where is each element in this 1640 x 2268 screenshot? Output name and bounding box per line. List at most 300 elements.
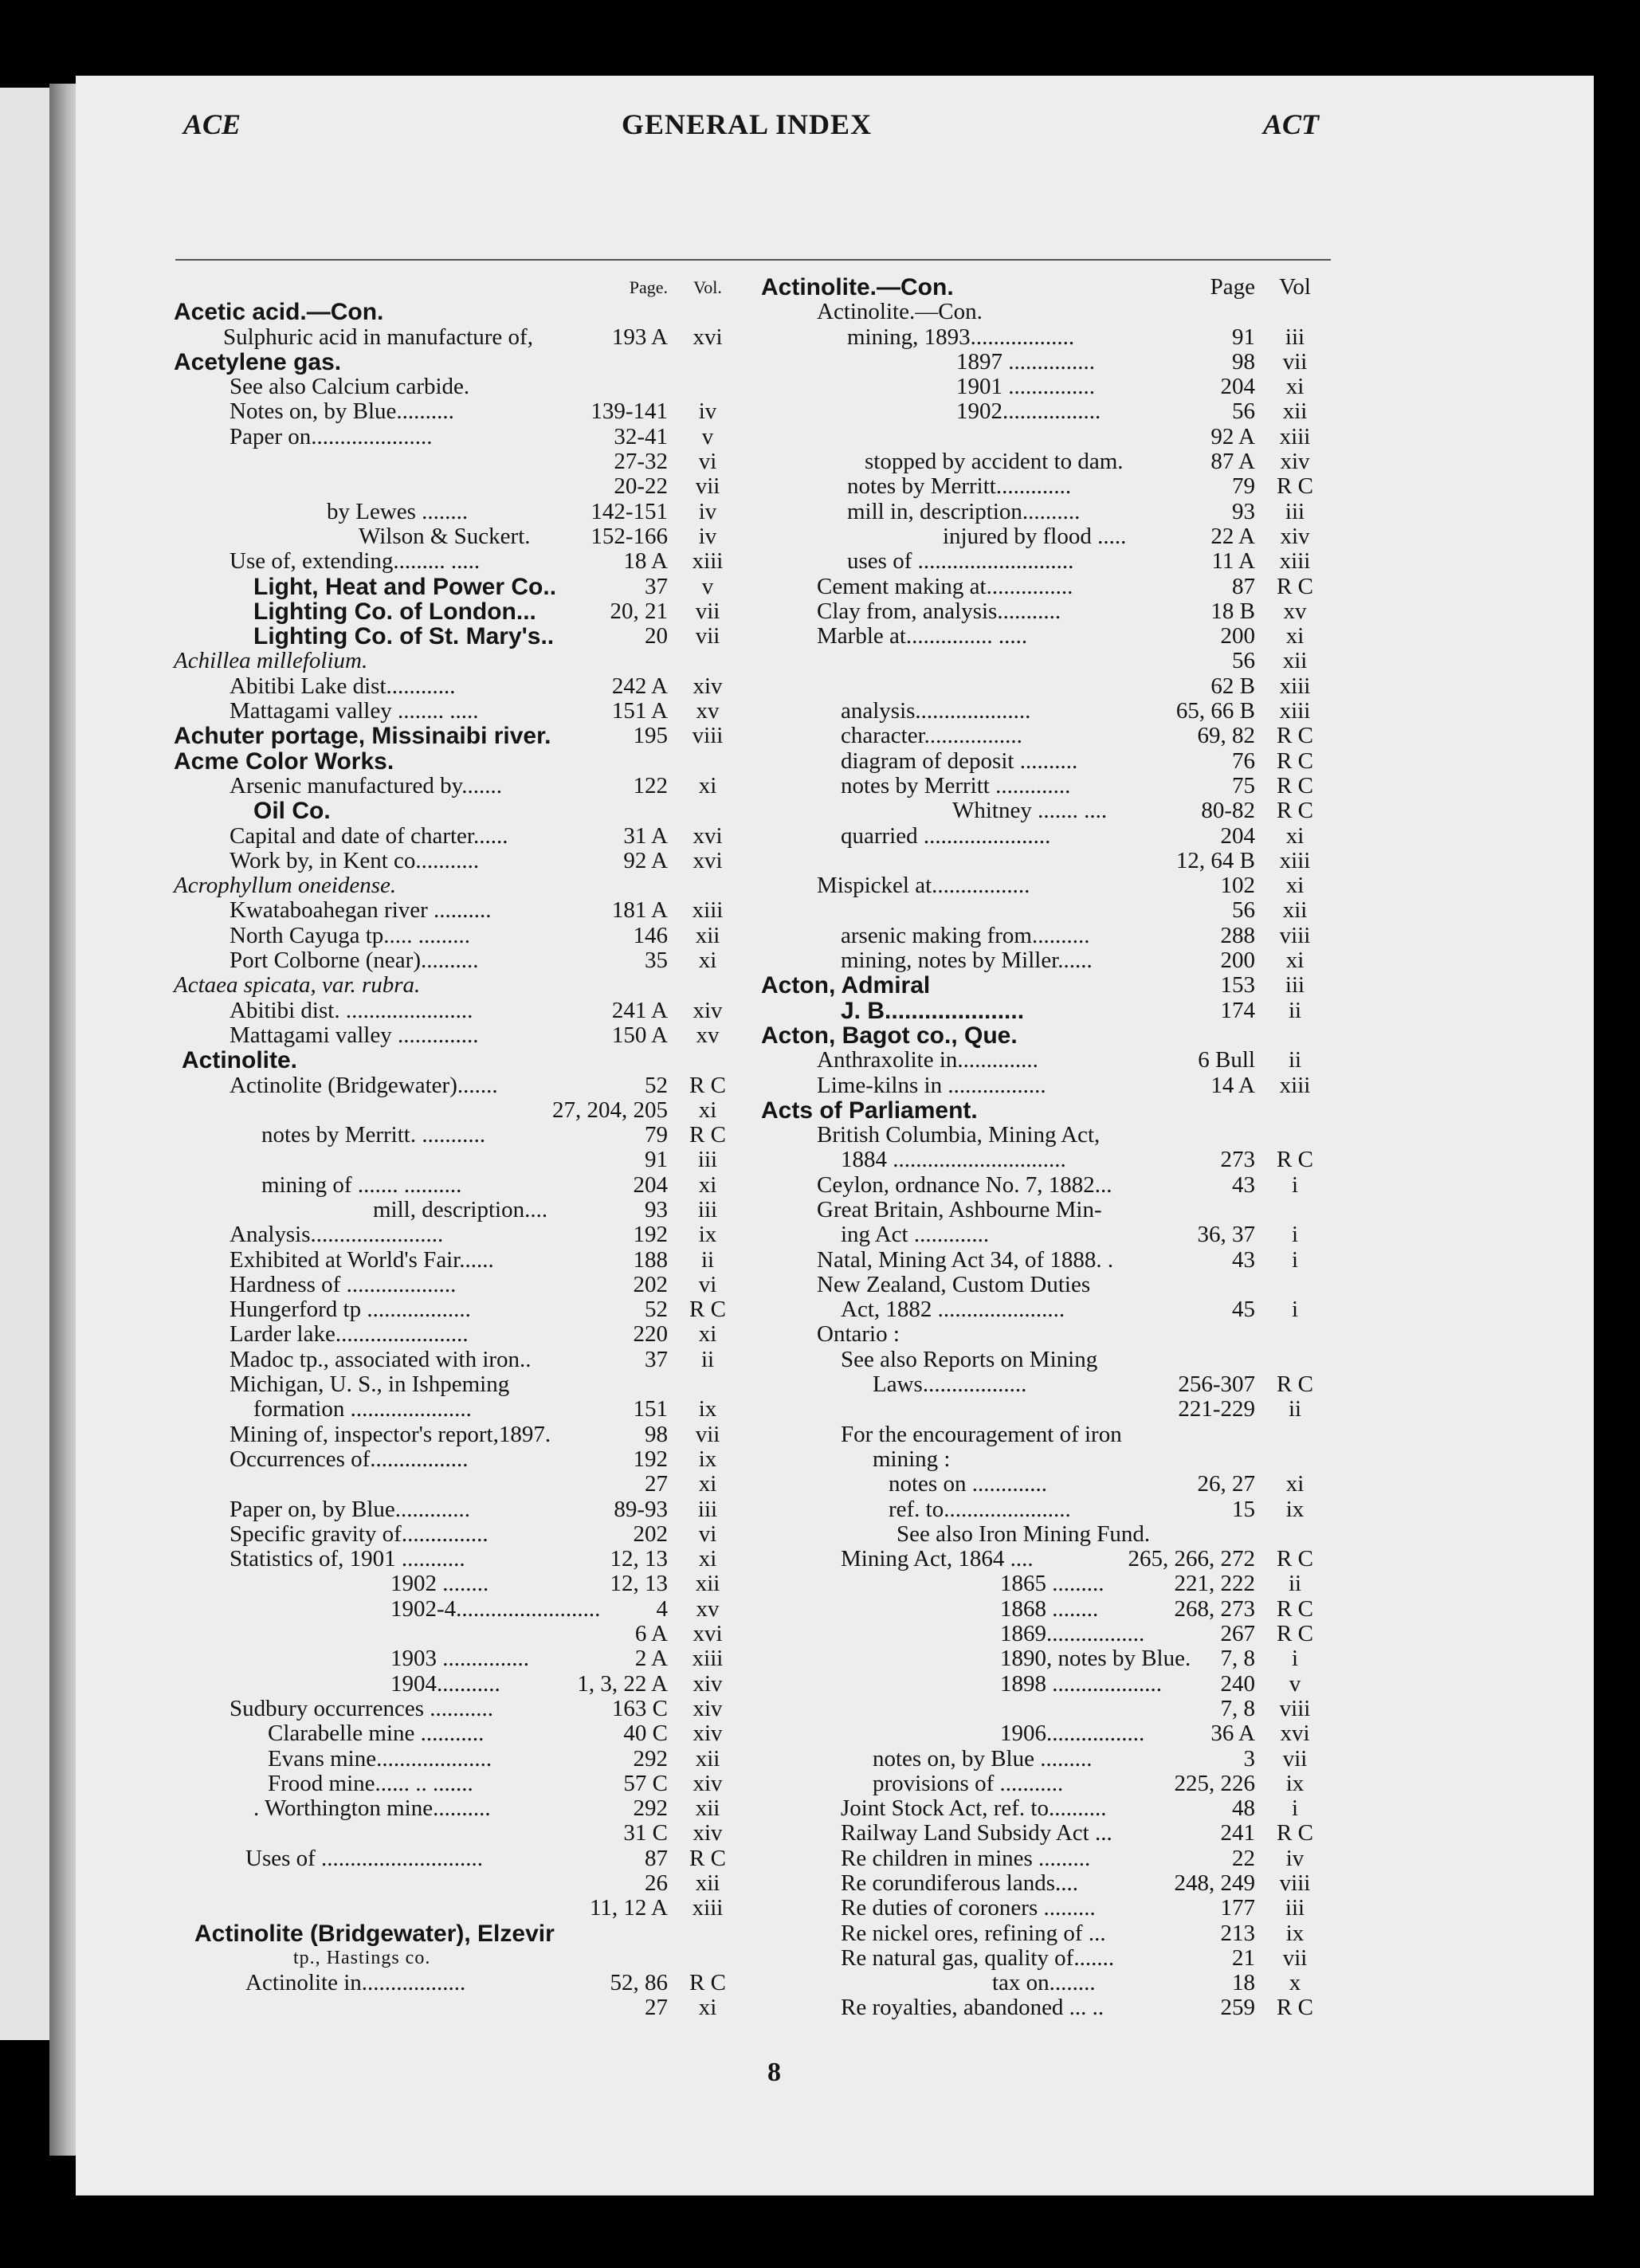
index-entry bbox=[174, 1871, 747, 1896]
entry-page: 18 A bbox=[623, 548, 668, 575]
entry-text: Occurrences of................. bbox=[230, 1446, 469, 1472]
entry-text: 1902................. bbox=[956, 398, 1101, 425]
entry-text: British Columbia, Mining Act, bbox=[817, 1122, 1101, 1148]
entry-text: Notes on, by Blue.......... bbox=[230, 398, 454, 425]
entry-volume: xiii bbox=[1279, 673, 1311, 699]
entry-page: 204 bbox=[1220, 822, 1255, 849]
entry-volume: ix bbox=[698, 1446, 717, 1472]
entry-text: Lighting Co. of London... bbox=[253, 598, 536, 625]
index-entry bbox=[174, 524, 747, 549]
index-entry bbox=[761, 1447, 1335, 1472]
entry-text: mining, notes by Miller...... bbox=[841, 948, 1093, 974]
index-entry bbox=[174, 973, 747, 998]
entry-text: Wilson & Suckert. bbox=[359, 523, 531, 549]
entry-text: notes by Merritt............. bbox=[847, 473, 1072, 500]
entry-text: See also Reports on Mining bbox=[841, 1346, 1098, 1372]
index-entry bbox=[761, 1622, 1335, 1646]
index-entry bbox=[761, 1796, 1335, 1821]
entry-page: 192 bbox=[633, 1222, 668, 1248]
index-entry bbox=[761, 873, 1335, 898]
entry-page: 225, 226 bbox=[1174, 1770, 1255, 1796]
index-entry bbox=[174, 1123, 747, 1148]
entry-page: 45 bbox=[1232, 1297, 1255, 1323]
index-entry bbox=[174, 1547, 747, 1572]
entry-volume: xi bbox=[1285, 822, 1305, 849]
entry-text: notes on ............. bbox=[889, 1471, 1047, 1497]
entry-volume: xi bbox=[698, 948, 717, 974]
index-column-left bbox=[174, 275, 747, 2021]
entry-page: 18 bbox=[1232, 1970, 1255, 1996]
entry-page: 56 bbox=[1232, 398, 1255, 425]
entry-page: 151 A bbox=[611, 698, 668, 724]
entry-text: 1869................. bbox=[1000, 1621, 1145, 1647]
entry-volume: ix bbox=[1285, 1496, 1305, 1522]
index-entry bbox=[174, 999, 747, 1023]
index-entry bbox=[174, 1023, 747, 1048]
entry-volume: xvi bbox=[692, 324, 723, 350]
entry-volume: xiv bbox=[692, 1670, 723, 1697]
entry-page: 193 A bbox=[611, 324, 668, 350]
entry-page: 146 bbox=[633, 922, 668, 948]
index-entry bbox=[761, 575, 1335, 599]
index-entry bbox=[761, 774, 1335, 799]
index-entry bbox=[174, 1222, 747, 1247]
entry-page: 265, 266, 272 bbox=[1128, 1546, 1255, 1572]
index-entry bbox=[761, 799, 1335, 823]
index-entry bbox=[761, 1522, 1335, 1547]
index-entry bbox=[761, 1023, 1335, 1048]
index-entry bbox=[174, 375, 747, 399]
entry-volume: R C bbox=[1277, 747, 1313, 774]
entry-volume: xiv bbox=[692, 1770, 723, 1796]
entry-page: 35 bbox=[645, 948, 668, 974]
entry-page: 22 bbox=[1232, 1845, 1255, 1871]
facing-page-edge bbox=[0, 88, 49, 2040]
entry-volume: xi bbox=[1285, 1471, 1305, 1497]
entry-text: Re nickel ores, refining of ... bbox=[841, 1920, 1106, 1946]
entry-text: Ontario : bbox=[817, 1321, 900, 1348]
entry-volume: viii bbox=[1279, 1870, 1311, 1896]
entry-text: Joint Stock Act, ref. to.......... bbox=[841, 1795, 1107, 1822]
entry-volume: xii bbox=[695, 922, 720, 948]
entry-volume: xvi bbox=[1280, 1721, 1310, 1747]
entry-text: Actinolite (Bridgewater), Elzevir bbox=[194, 1920, 555, 1947]
entry-page: 79 bbox=[645, 1122, 668, 1148]
entry-volume: R C bbox=[1277, 1621, 1313, 1647]
index-entry bbox=[761, 973, 1335, 998]
entry-page: 32-41 bbox=[614, 423, 668, 449]
entry-volume: xiii bbox=[692, 1895, 724, 1921]
index-entry bbox=[761, 1348, 1335, 1372]
entry-volume: xv bbox=[1283, 598, 1307, 624]
entry-volume: v bbox=[701, 423, 714, 449]
entry-text: Whitney ....... .... bbox=[952, 798, 1108, 824]
entry-text: Ceylon, ordnance No. 7, 1882... bbox=[817, 1171, 1112, 1198]
entry-volume: xvi bbox=[692, 822, 723, 849]
entry-volume: i bbox=[1291, 1646, 1299, 1672]
index-entry bbox=[761, 1248, 1335, 1273]
entry-text: tp., Hastings co. bbox=[293, 1947, 431, 1968]
index-entry bbox=[761, 1322, 1335, 1347]
entry-text: Analysis....................... bbox=[230, 1222, 444, 1248]
index-entry bbox=[174, 1472, 747, 1497]
entry-page: 92 A bbox=[1210, 423, 1255, 449]
index-entry bbox=[761, 500, 1335, 524]
entry-volume: xiii bbox=[1279, 847, 1311, 873]
entry-volume: ii bbox=[700, 1346, 715, 1372]
index-entry bbox=[174, 1946, 747, 1971]
entry-text: Larder lake....................... bbox=[230, 1321, 469, 1348]
index-entry bbox=[761, 275, 1335, 300]
entry-volume: xvi bbox=[692, 1621, 723, 1647]
entry-text: notes by Merritt ............. bbox=[841, 772, 1071, 799]
entry-page: 153 bbox=[1220, 972, 1255, 999]
entry-text: Sulphuric acid in manufacture of, bbox=[223, 324, 533, 350]
entry-volume: xii bbox=[695, 1571, 720, 1597]
entry-volume: ii bbox=[1288, 1047, 1302, 1073]
index-entry bbox=[174, 1148, 747, 1172]
entry-page: 204 bbox=[633, 1171, 668, 1198]
entry-text: Actaea spicata, var. rubra. bbox=[174, 972, 421, 999]
entry-volume: xi bbox=[698, 1321, 717, 1348]
entry-volume: xii bbox=[695, 1795, 720, 1822]
entry-text: Statistics of, 1901 ........... bbox=[230, 1546, 465, 1572]
index-entry bbox=[761, 924, 1335, 948]
entry-volume: xiv bbox=[692, 673, 723, 699]
entry-text: 1865 ......... bbox=[1000, 1571, 1104, 1597]
entry-page: 87 bbox=[1232, 573, 1255, 599]
index-entry bbox=[761, 549, 1335, 574]
index-entry bbox=[174, 275, 747, 300]
entry-page: 292 bbox=[633, 1745, 668, 1772]
entry-text: Abitibi Lake dist............ bbox=[230, 673, 456, 699]
index-entry bbox=[761, 1721, 1335, 1746]
entry-volume: xiv bbox=[692, 1820, 723, 1846]
entry-page: 80-82 bbox=[1201, 798, 1255, 824]
index-entry bbox=[761, 1821, 1335, 1846]
entry-page: 92 A bbox=[623, 847, 668, 873]
entry-text: 1902 ........ bbox=[390, 1571, 489, 1597]
page-number: 8 bbox=[767, 2058, 781, 2087]
entry-text: Actinolite.—Con. bbox=[817, 299, 983, 325]
index-entry bbox=[174, 749, 747, 774]
entry-volume: R C bbox=[689, 1072, 726, 1098]
entry-page: 62 B bbox=[1210, 673, 1255, 699]
entry-page: 27, 204, 205 bbox=[552, 1097, 668, 1123]
entry-page: 11 A bbox=[1211, 548, 1255, 575]
entry-page: 241 A bbox=[611, 997, 668, 1023]
entry-volume: xiv bbox=[1280, 449, 1310, 475]
index-entry bbox=[174, 474, 747, 499]
entry-volume: vi bbox=[698, 449, 717, 475]
entry-page: 14 A bbox=[1210, 1072, 1255, 1098]
entry-text: Mining of, inspector's report,1897. bbox=[230, 1421, 551, 1447]
entry-text: tax on........ bbox=[992, 1970, 1096, 1996]
index-entry bbox=[174, 1697, 747, 1721]
entry-volume: R C bbox=[1277, 798, 1313, 824]
index-entry bbox=[174, 624, 747, 649]
entry-page: 87 bbox=[645, 1845, 668, 1871]
entry-text: Madoc tp., associated with iron.. bbox=[230, 1346, 532, 1372]
entry-volume: Vol. bbox=[693, 277, 722, 297]
entry-volume: Vol bbox=[1279, 274, 1311, 300]
entry-text: Act, 1882 ...................... bbox=[841, 1297, 1065, 1323]
entry-text: arsenic making from.......... bbox=[841, 922, 1090, 948]
entry-volume: iv bbox=[698, 398, 717, 425]
entry-volume: i bbox=[1291, 1171, 1299, 1198]
index-entry bbox=[174, 325, 747, 350]
index-entry bbox=[761, 1222, 1335, 1247]
entry-volume: iii bbox=[697, 1147, 718, 1173]
entry-page: 93 bbox=[645, 1196, 668, 1222]
index-entry bbox=[761, 1921, 1335, 1946]
entry-page: 204 bbox=[1220, 374, 1255, 400]
entry-text: Clay from, analysis........... bbox=[817, 598, 1061, 624]
index-entry bbox=[761, 1896, 1335, 1921]
entry-page: 69, 82 bbox=[1197, 723, 1255, 749]
entry-text: Acts of Parliament. bbox=[761, 1097, 978, 1124]
index-column-right bbox=[761, 275, 1335, 2021]
index-entry bbox=[761, 699, 1335, 724]
entry-volume: ii bbox=[1288, 1571, 1302, 1597]
entry-page: 241 bbox=[1220, 1820, 1255, 1846]
index-entry bbox=[761, 1397, 1335, 1422]
index-entry bbox=[761, 1646, 1335, 1671]
entry-volume: i bbox=[1291, 1795, 1299, 1822]
index-entry bbox=[761, 948, 1335, 973]
entry-text: notes by Merritt. ........... bbox=[261, 1122, 486, 1148]
entry-page: 7, 8 bbox=[1220, 1646, 1255, 1672]
entry-page: 37 bbox=[645, 1346, 668, 1372]
index-entry bbox=[174, 1073, 747, 1098]
index-entry bbox=[174, 1397, 747, 1422]
index-entry bbox=[761, 624, 1335, 649]
entry-volume: R C bbox=[1277, 772, 1313, 799]
entry-volume: xiii bbox=[1279, 698, 1311, 724]
index-entry bbox=[174, 1048, 747, 1073]
entry-page: 163 C bbox=[611, 1695, 668, 1721]
index-entry bbox=[174, 1297, 747, 1322]
entry-volume: iii bbox=[1285, 324, 1305, 350]
index-entry bbox=[174, 449, 747, 474]
running-head-left: ACE bbox=[183, 108, 241, 140]
index-entry bbox=[761, 1148, 1335, 1172]
entry-text: mining : bbox=[873, 1446, 951, 1472]
entry-text: Work by, in Kent co........... bbox=[230, 847, 480, 873]
entry-text: Light, Heat and Power Co.. bbox=[253, 573, 557, 600]
entry-page: 292 bbox=[633, 1795, 668, 1822]
entry-page: 200 bbox=[1220, 948, 1255, 974]
entry-page: 142-151 bbox=[590, 498, 668, 524]
index-entry bbox=[174, 1896, 747, 1921]
entry-page: 52 bbox=[645, 1297, 668, 1323]
entry-volume: R C bbox=[1277, 1820, 1313, 1846]
index-entry bbox=[761, 1497, 1335, 1522]
index-entry bbox=[174, 1597, 747, 1622]
index-entry bbox=[174, 1821, 747, 1846]
entry-text: Railway Land Subsidy Act ... bbox=[841, 1820, 1112, 1846]
entry-page: 192 bbox=[633, 1446, 668, 1472]
entry-text: Actinolite. bbox=[182, 1047, 298, 1074]
entry-volume: x bbox=[1289, 1970, 1301, 1996]
entry-text: formation ..................... bbox=[253, 1396, 472, 1422]
entry-page: 2 A bbox=[634, 1646, 668, 1672]
entry-volume: vii bbox=[695, 598, 720, 624]
entry-text: Re children in mines ......... bbox=[841, 1845, 1091, 1871]
index-entry bbox=[174, 1248, 747, 1273]
entry-page: 26, 27 bbox=[1197, 1471, 1255, 1497]
index-entry bbox=[174, 399, 747, 424]
entry-page: 93 bbox=[1232, 498, 1255, 524]
entry-page: 259 bbox=[1220, 1995, 1255, 2021]
entry-page: 43 bbox=[1232, 1171, 1255, 1198]
entry-text: mill in, description.......... bbox=[847, 498, 1081, 524]
entry-text: J. B..................... bbox=[841, 997, 1025, 1024]
index-entry bbox=[761, 749, 1335, 774]
entry-text: mining of ....... .......... bbox=[261, 1171, 462, 1198]
entry-text: analysis.................... bbox=[841, 698, 1031, 724]
entry-text: Capital and date of charter...... bbox=[230, 822, 508, 849]
entry-text: Acrophyllum oneidense. bbox=[174, 873, 397, 899]
entry-text: 1901 ............... bbox=[956, 374, 1095, 400]
entry-page: 12, 64 B bbox=[1175, 847, 1255, 873]
entry-volume: xiv bbox=[692, 1721, 723, 1747]
entry-volume: R C bbox=[1277, 1995, 1313, 2021]
entry-text: Specific gravity of............... bbox=[230, 1521, 488, 1547]
entry-volume: xii bbox=[695, 1870, 720, 1896]
entry-page: 31 C bbox=[623, 1820, 668, 1846]
entry-text: mill, description.... bbox=[373, 1196, 548, 1222]
entry-page: 52 bbox=[645, 1072, 668, 1098]
index-entry bbox=[761, 1123, 1335, 1148]
index-entry bbox=[761, 425, 1335, 449]
entry-volume: xv bbox=[696, 1595, 720, 1622]
index-entry bbox=[761, 849, 1335, 873]
entry-volume: R C bbox=[689, 1970, 726, 1996]
index-entry bbox=[174, 549, 747, 574]
index-entry bbox=[174, 948, 747, 973]
entry-text: Hardness of ................... bbox=[230, 1271, 457, 1297]
entry-page: 195 bbox=[633, 723, 668, 749]
index-entry bbox=[761, 1048, 1335, 1073]
entry-volume: xv bbox=[696, 1022, 720, 1048]
entry-text: Hungerford tp .................. bbox=[230, 1297, 471, 1323]
index-entry bbox=[174, 1646, 747, 1671]
index-entry bbox=[174, 1422, 747, 1447]
entry-text: Acetylene gas. bbox=[174, 348, 342, 375]
index-entry bbox=[761, 999, 1335, 1023]
entry-volume: ix bbox=[1285, 1770, 1305, 1796]
entry-volume: xi bbox=[698, 1471, 717, 1497]
entry-volume: xi bbox=[698, 1097, 717, 1123]
entry-volume: vi bbox=[698, 1521, 717, 1547]
index-entry bbox=[761, 1422, 1335, 1447]
index-entry bbox=[761, 1297, 1335, 1322]
index-entry bbox=[761, 1597, 1335, 1622]
entry-volume: i bbox=[1291, 1297, 1299, 1323]
index-entry bbox=[174, 799, 747, 823]
entry-page: 213 bbox=[1220, 1920, 1255, 1946]
entry-text: Re natural gas, quality of....... bbox=[841, 1944, 1115, 1971]
entry-page: 57 C bbox=[623, 1770, 668, 1796]
entry-text: Abitibi dist. ...................... bbox=[230, 997, 473, 1023]
index-entry bbox=[761, 1946, 1335, 1971]
entry-volume: xiv bbox=[1280, 523, 1310, 549]
index-entry bbox=[174, 873, 747, 898]
entry-volume: iii bbox=[1285, 498, 1305, 524]
entry-text: Port Colborne (near).......... bbox=[230, 948, 479, 974]
entry-page: Page bbox=[1210, 274, 1255, 300]
entry-text: quarried ...................... bbox=[841, 822, 1051, 849]
index-entry bbox=[761, 599, 1335, 624]
index-entry bbox=[761, 1572, 1335, 1596]
entry-volume: ix bbox=[1285, 1920, 1305, 1946]
entry-text: Anthraxolite in.............. bbox=[817, 1047, 1038, 1073]
entry-text: stopped by accident to dam. bbox=[865, 449, 1124, 475]
index-entry bbox=[174, 699, 747, 724]
entry-text: Laws.................. bbox=[873, 1371, 1027, 1398]
entry-volume: R C bbox=[1277, 473, 1313, 500]
index-entry bbox=[761, 1547, 1335, 1572]
entry-volume: xi bbox=[698, 1546, 717, 1572]
index-entry bbox=[761, 1971, 1335, 1995]
entry-text: Paper on, by Blue............. bbox=[230, 1496, 471, 1522]
index-entry bbox=[761, 1273, 1335, 1297]
entry-page: 188 bbox=[633, 1246, 668, 1273]
entry-text: 1904........... bbox=[390, 1670, 500, 1697]
entry-text: See also Calcium carbide. bbox=[230, 374, 470, 400]
index-entry bbox=[761, 1747, 1335, 1772]
entry-page: 151 bbox=[633, 1396, 668, 1422]
entry-text: Acme Color Works. bbox=[174, 747, 394, 775]
entry-text: Actinolite (Bridgewater)....... bbox=[230, 1072, 498, 1098]
entry-page: 75 bbox=[1232, 772, 1255, 799]
entry-page: 43 bbox=[1232, 1246, 1255, 1273]
entry-text: Acetic acid.—Con. bbox=[174, 299, 384, 326]
entry-volume: xiv bbox=[692, 997, 723, 1023]
entry-text: New Zealand, Custom Duties bbox=[817, 1271, 1091, 1297]
entry-volume: viii bbox=[692, 723, 724, 749]
entry-page: 79 bbox=[1232, 473, 1255, 500]
entry-text: Acton, Admiral bbox=[761, 972, 931, 999]
index-entry bbox=[174, 599, 747, 624]
entry-page: 20 bbox=[645, 623, 668, 649]
entry-page: 152-166 bbox=[590, 523, 668, 549]
entry-volume: xii bbox=[695, 1745, 720, 1772]
entry-volume: vii bbox=[695, 473, 720, 500]
entry-page: 288 bbox=[1220, 922, 1255, 948]
entry-text: Sudbury occurrences ........... bbox=[230, 1695, 493, 1721]
entry-page: 36, 37 bbox=[1197, 1222, 1255, 1248]
entry-volume: xii bbox=[1282, 398, 1308, 425]
entry-page: 56 bbox=[1232, 897, 1255, 924]
index-entry bbox=[174, 924, 747, 948]
index-entry bbox=[174, 1198, 747, 1222]
entry-text: Achillea millefolium. bbox=[174, 648, 368, 674]
entry-page: 273 bbox=[1220, 1147, 1255, 1173]
entry-volume: xiii bbox=[692, 548, 724, 575]
entry-volume: R C bbox=[689, 1297, 726, 1323]
entry-volume: xiii bbox=[1279, 548, 1311, 575]
entry-text: Exhibited at World's Fair...... bbox=[230, 1246, 494, 1273]
entry-page: 6 A bbox=[634, 1621, 668, 1647]
index-entry bbox=[761, 1995, 1335, 2020]
index-entry bbox=[174, 774, 747, 799]
entry-volume: iv bbox=[1285, 1845, 1305, 1871]
entry-text: Acton, Bagot co., Que. bbox=[761, 1022, 1018, 1049]
index-entry bbox=[174, 649, 747, 673]
entry-volume: vii bbox=[695, 623, 720, 649]
